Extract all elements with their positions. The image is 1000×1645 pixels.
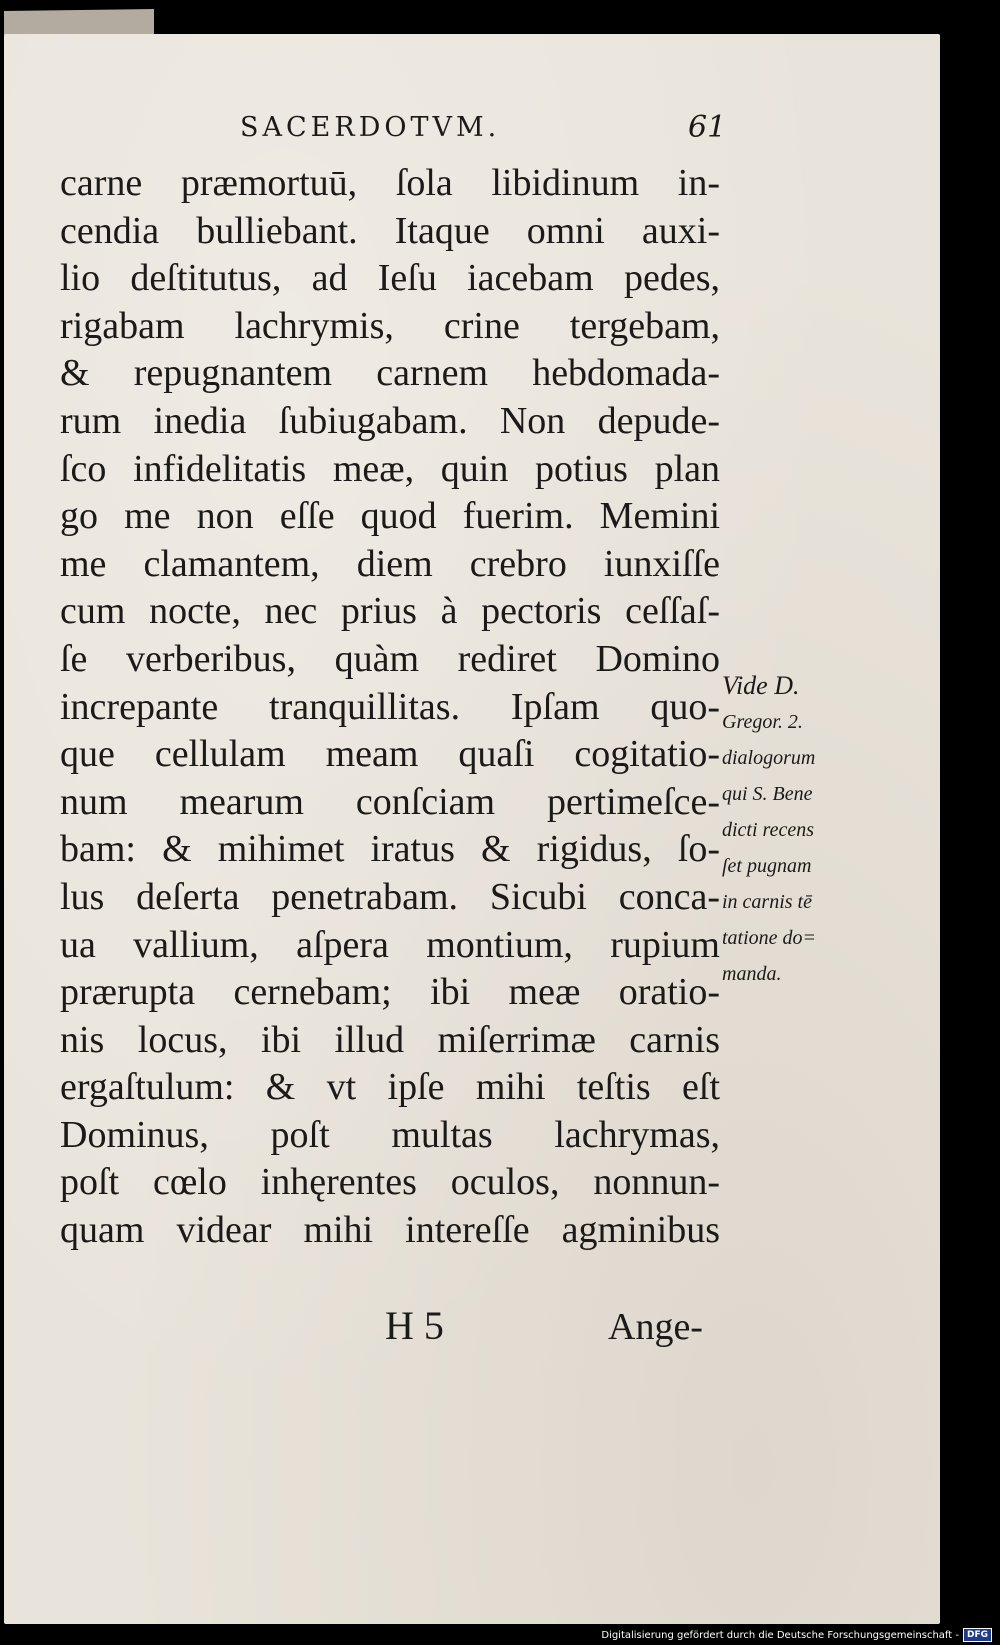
text-line: quam videar mihi intereſſe agminibus <box>60 1209 720 1252</box>
dfg-logo-icon: DFG <box>963 1628 992 1642</box>
marginal-note-line: dicti recens <box>722 819 815 841</box>
text-line: increpante tranquillitas. Ipſam quo- <box>60 685 720 728</box>
text-line: ergaſtulum: & vt ipſe mihi teſtis eſt <box>60 1066 720 1109</box>
signature-mark: H 5 <box>385 1303 444 1348</box>
text-line: rigabam lachrymis, crine tergebam, <box>60 304 720 347</box>
text-line: lio deſtitutus, ad Ieſu iacebam pedes, <box>60 257 720 300</box>
body-text <box>60 160 720 1255</box>
text-line: me clamantem, diem crebro iunxiſſe <box>60 542 720 585</box>
text-line: bam: & mihimet iratus & rigidus, ſo- <box>60 828 720 871</box>
text-line: go me non eſſe quod fuerim. Memini <box>60 495 720 538</box>
marginal-note-line: tatione do= <box>722 927 817 949</box>
text-line: & repugnantem carnem hebdomada- <box>60 352 720 395</box>
text-line: Dominus, poſt multas lachrymas, <box>60 1113 720 1156</box>
digitization-credit <box>601 1628 992 1642</box>
marginal-note-line: in carnis tē <box>722 891 812 913</box>
text-line: lus deſerta penetrabam. Sicubi conca- <box>60 875 720 918</box>
text-line: ſe verberibus, quàm rediret Domino <box>60 637 720 680</box>
marginal-note-line: manda. <box>722 963 782 985</box>
text-line: ua vallium, aſpera montium, rupium <box>60 923 720 966</box>
text-line: cum nocte, nec prius à pectoris ceſſaſ- <box>60 590 720 633</box>
marginal-note-line: qui S. Bene <box>722 783 813 805</box>
marginal-note-line: ſet pugnam <box>722 855 812 877</box>
marginal-note-line: Gregor. 2. <box>722 711 803 733</box>
text-line: cendia bulliebant. Itaque omni auxi- <box>60 209 720 252</box>
text-line: nis locus, ibi illud miſerrimæ carnis <box>60 1018 720 1061</box>
page-number: 61 <box>688 110 727 145</box>
marginal-note-line: Vide D. <box>722 671 800 700</box>
catchword: Ange- <box>608 1306 703 1348</box>
text-line: rum inedia ſubiugabam. Non depude- <box>60 399 720 442</box>
text-line: ſco infidelitatis meæ, quin potius plan <box>60 447 720 490</box>
text-line: prærupta cernebam; ibi meæ oratio- <box>60 971 720 1014</box>
marginal-note <box>722 668 872 992</box>
text-line: que cellulam meam quaſi cogitatio- <box>60 733 720 776</box>
marginal-note-line: dialogorum <box>722 747 816 769</box>
text-line: num mearum conſciam pertimeſce- <box>60 780 720 823</box>
text-line: poſt cœlo inhęrentes oculos, nonnun- <box>60 1161 720 1204</box>
running-head: SACERDOTVM. <box>240 112 501 143</box>
text-line: carne præmortuū, ſola libidinum in- <box>60 162 720 204</box>
credit-text: Digitalisierung gefördert durch die Deutsche Forschungsgemeinschaft - <box>601 1629 959 1641</box>
